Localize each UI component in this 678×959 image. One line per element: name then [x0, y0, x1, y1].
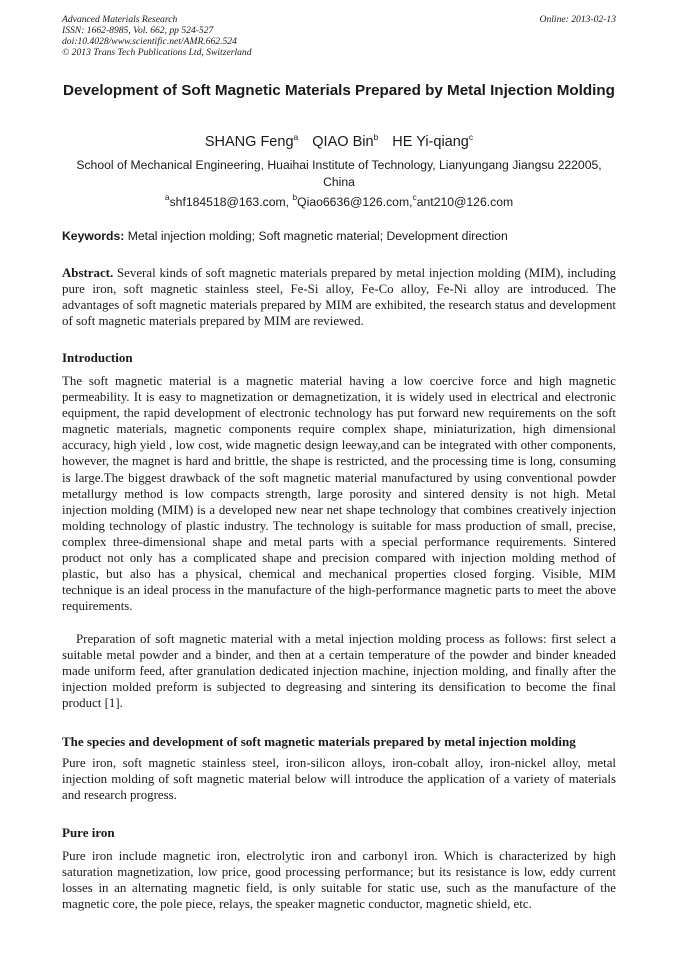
email-link[interactable]: ant210@126.com: [416, 195, 514, 209]
journal-name: Advanced Materials Research: [62, 14, 178, 25]
paragraph: Pure iron, soft magnetic stainless steel, iron-silicon alloys, iron-cobalt alloy, iron-nickel alloy, metal injection molding of soft magnetic material below will introduce the application of a variety of materials and research progress.: [62, 756, 616, 803]
email-link[interactable]: Qiao6636@126.com,: [297, 195, 413, 209]
paragraph: Pure iron include magnetic iron, electrolytic iron and carbonyl iron. Which is characterized by high saturation magnetization, low price, good processing performance; but its resistance is low, eddy current losses in an alternating magnetic field, is only suitable for static use, such as the manufacture of the magnetic core, the pole piece, relays, the speaker magnetic conductor, magnetic shield, etc.: [62, 849, 616, 912]
abstract: [62, 265, 616, 329]
keywords: [62, 228, 616, 244]
email-list: [62, 194, 616, 210]
journal-header: [62, 14, 616, 58]
author-name: HE Yi-qiang: [392, 134, 469, 150]
paragraph: The soft magnetic material is a magnetic material having a low coercive force and high magnetic permeability. It is easy to magnetization or demagnetization, it is widely used in electrical and electronic equipment, the rapid development of electronic technology has put forward new requirements on the soft magnetic materials, magnetic components require complex shape, miniaturization, high dimensional accuracy, high yield , low cost, wide magnetic design leeway,and can be integrated with other components, however, the magnet is hard and brittle, the shape is restricted, and the processing time is long, consuming is large.The biggest drawback of the soft magnetic material manufactured by using conventional powder metallurgy method is low compacts strength, large porosity and sintered density is not high. Metal injection molding (MIM) is a developed new near net shape technology that combines creatively injection molding technology of plastic industry. The technology is suitable for mass production of small, precise, complex three-dimensional shape and metal parts with a special performance requirements. Sintered product not only has a complicated shape and precision compared with injection molding method of plastic, but also has a physical, chemical and mechanical properties closed forging. Visible, MIM technique is an ideal process in the manufacture of the high-performance magnetic parts to meet the above requirements.: [62, 374, 616, 614]
keywords-text: Metal injection molding; Soft magnetic material; Development direction: [127, 229, 508, 243]
doi[interactable]: doi:10.4028/www.scientific.net/AMR.662.524: [62, 36, 237, 47]
section-heading-species: The species and development of soft magnetic materials prepared by metal injection molding: [62, 734, 576, 749]
paper-title: Development of Soft Magnetic Materials Prepared by Metal Injection Molding: [63, 82, 615, 99]
paragraph: Preparation of soft magnetic material with a metal injection molding process as follows: first select a suitable metal powder and a binder, and then at a certain temperature of the powder and binder kneaded made uniform feed, after granulation dedicated injection machine, injection molding, and finally after the injection molded preform is subjected to degreasing and sintering its densification to become the final product [1].: [62, 632, 616, 711]
email-link[interactable]: shf184518@163.com,: [169, 195, 290, 209]
email-mark: a: [164, 192, 170, 202]
author-affil-mark: c: [468, 132, 474, 142]
author-name: SHANG Feng: [204, 134, 294, 150]
section-heading-introduction: Introduction: [62, 350, 133, 365]
author-list: [62, 133, 616, 151]
section-heading-pure-iron: Pure iron: [62, 825, 115, 840]
author-affil-mark: a: [293, 132, 299, 142]
author-affil-mark: b: [373, 132, 379, 142]
abstract-text: Several kinds of soft magnetic materials prepared by metal injection molding (MIM), including pure iron, soft magnetic stainless steel, Fe-Si alloy, Fe-Co alloy, Fe-Ni alloy are introduced. The advantages of soft magnetic materials prepared by MIM are exhibited, the research status and development of soft magnetic materials prepared by MIM are reviewed.: [62, 266, 616, 329]
copyright: © 2013 Trans Tech Publications Ltd, Switzerland: [62, 47, 252, 58]
email-mark: c: [412, 192, 417, 202]
online-date: Online: 2013-02-13: [539, 14, 616, 25]
email-mark: b: [292, 192, 298, 202]
affiliation: School of Mechanical Engineering, Huaihai Institute of Technology, Lianyungang Jiangsu 222005, China: [76, 158, 602, 189]
keywords-label: Keywords:: [62, 229, 125, 243]
abstract-label: Abstract.: [62, 266, 114, 280]
author-name: QIAO Bin: [312, 134, 374, 150]
issn: ISSN: 1662-8985, Vol. 662, pp 524-527: [62, 25, 214, 36]
